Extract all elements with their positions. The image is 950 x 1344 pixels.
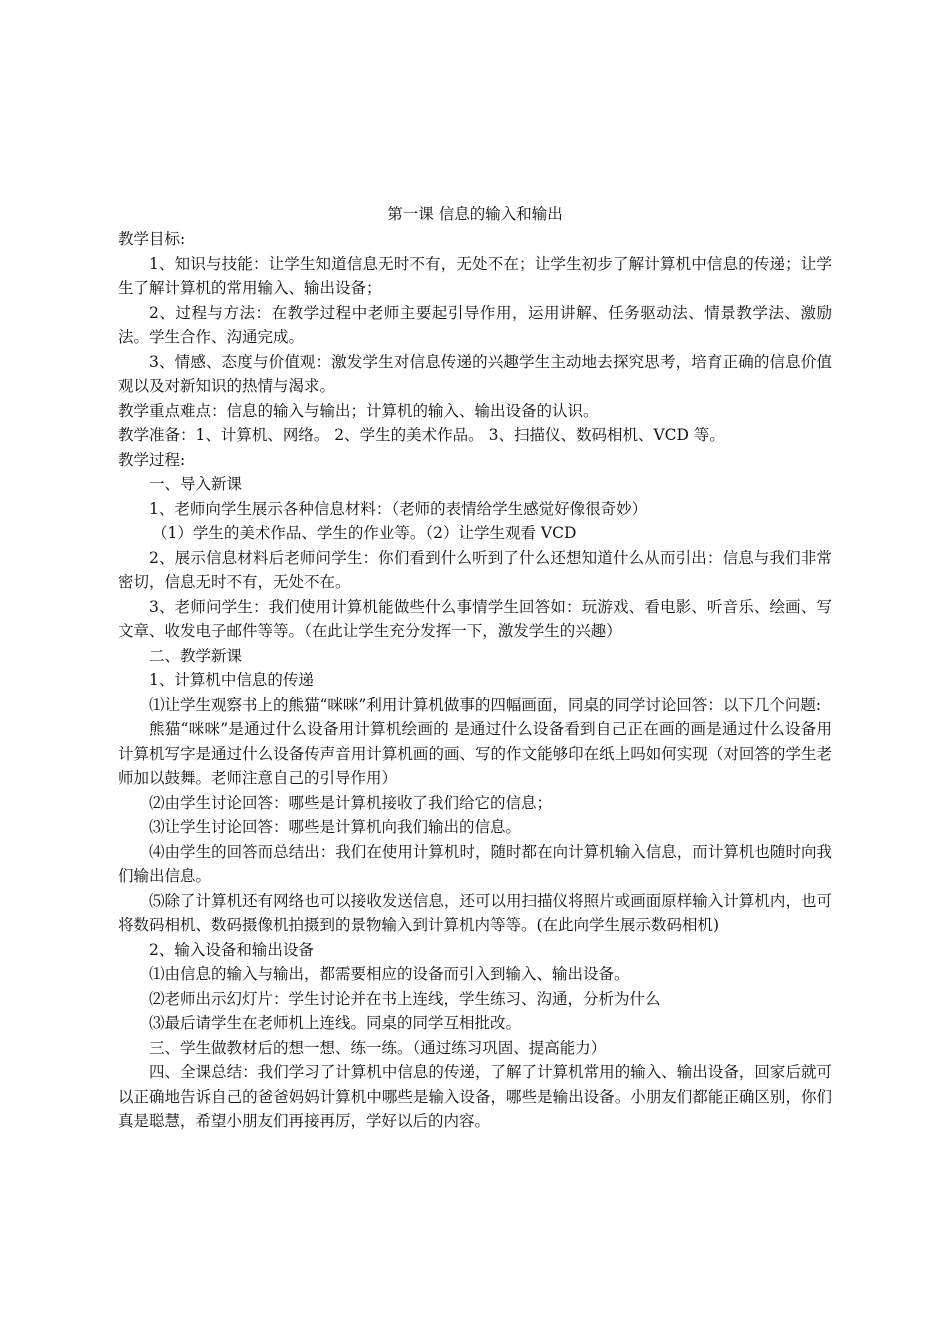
paragraph: ⑸除了计算机还有网络也可以接收发送信息，还可以用扫描仪将照片或画面原样输入计算机内，也可将数码相机、数码摄像机拍摄到的景物输入到计算机内等等。(在此向学生展示数码相机) (118, 891, 832, 934)
paragraph: 1、老师向学生展示各种信息材料：（老师的表情给学生感觉好像很奇妙） (149, 499, 648, 518)
paragraph: 2、过程与方法：在教学过程中老师主要起引导作用，运用讲解、任务驱动法、情景教学法、激励法。学生合作、沟通完成。 (118, 303, 832, 346)
paragraph: 1、知识与技能：让学生知道信息无时不有，无处不在；让学生初步了解计算机中信息的传递；让学生了解计算机的常用输入、输出设备； (118, 254, 832, 297)
paragraph: 熊猫“咪咪”是通过什么设备用计算机绘画的 是通过什么设备看到自己正在画的画是通过什么设备用计算机写字是通过什么设备传声音用计算机画的画、写的作文能够印在纸上吗如何实现（对回答的学生老师加以鼓舞。老师注意自己的引导作用） (118, 720, 832, 787)
paragraph: ⑷由学生的回答而总结出：我们在使用计算机时，随时都在向计算机输入信息，而计算机也随时向我们输出信息。 (118, 842, 832, 885)
paragraph: ⑴由信息的输入与输出，都需要相应的设备而引入到输入、输出设备。 (149, 965, 630, 983)
paragraph: 2、输入设备和输出设备 (149, 940, 314, 959)
paragraph: 二、教学新课 (149, 646, 243, 665)
paragraph: 3、老师问学生：我们使用计算机能做些什么事情学生回答如：玩游戏、看电影、听音乐、绘画、写文章、收发电子邮件等等。（在此让学生充分发挥一下，激发学生的兴趣） (118, 597, 832, 640)
paragraph: 教学过程: (118, 450, 186, 469)
lesson-body (118, 227, 832, 1134)
paragraph: ⑵老师出示幻灯片：学生讨论并在书上连线，学生练习、沟通，分析为什么 (149, 989, 661, 1008)
paragraph: 四、全课总结：我们学习了计算机中信息的传递，了解了计算机常用的输入、输出设备，回家后就可以正确地告诉自己的爸爸妈妈计算机中哪些是输入设备，哪些是输出设备。小朋友们都能正确区别，你们真是聪慧，希望小朋友们再接再厉，学好以后的内容。 (118, 1063, 832, 1130)
paragraph: ⑶让学生讨论回答：哪些是计算机向我们输出的信息。 (149, 818, 522, 836)
lesson-title: 第一课 信息的输入和输出 (387, 205, 563, 223)
paragraph: 教学重点难点：信息的输入与输出；计算机的输入、输出设备的认识。 (118, 401, 599, 420)
paragraph: 2、展示信息材料后老师问学生：你们看到什么听到了什么还想知道什么从而引出：信息与我们非常密切，信息无时不有，无处不在。 (118, 548, 832, 591)
paragraph: 3、情感、态度与价值观：激发学生对信息传递的兴趣学生主动地去探究思考，培育正确的信息价值观以及对新知识的热情与渴求。 (118, 352, 832, 395)
paragraph: 教学目标: (118, 230, 186, 248)
paragraph: 教学准备：1、计算机、网络。 2、学生的美术作品。 3、扫描仪、数码相机、VCD 等。 (118, 426, 725, 444)
paragraph: ⑵由学生讨论回答：哪些是计算机接收了我们给它的信息； (149, 793, 553, 812)
paragraph: 1、计算机中信息的传递 (149, 671, 314, 689)
paragraph: ⑶最后请学生在老师机上连线。同桌的同学互相批改。 (149, 1014, 522, 1032)
paragraph: 一、导入新课 (149, 475, 243, 493)
paragraph: ⑴让学生观察书上的熊猫“咪咪”利用计算机做事的四幅画面，同桌的同学讨论回答：以下几个问题: (149, 695, 822, 714)
paragraph: 三、学生做教材后的想一想、练一练。（通过练习巩固、提高能力） (149, 1038, 607, 1057)
paragraph: （1）学生的美术作品、学生的作业等。（2）让学生观看 VCD (152, 524, 577, 542)
